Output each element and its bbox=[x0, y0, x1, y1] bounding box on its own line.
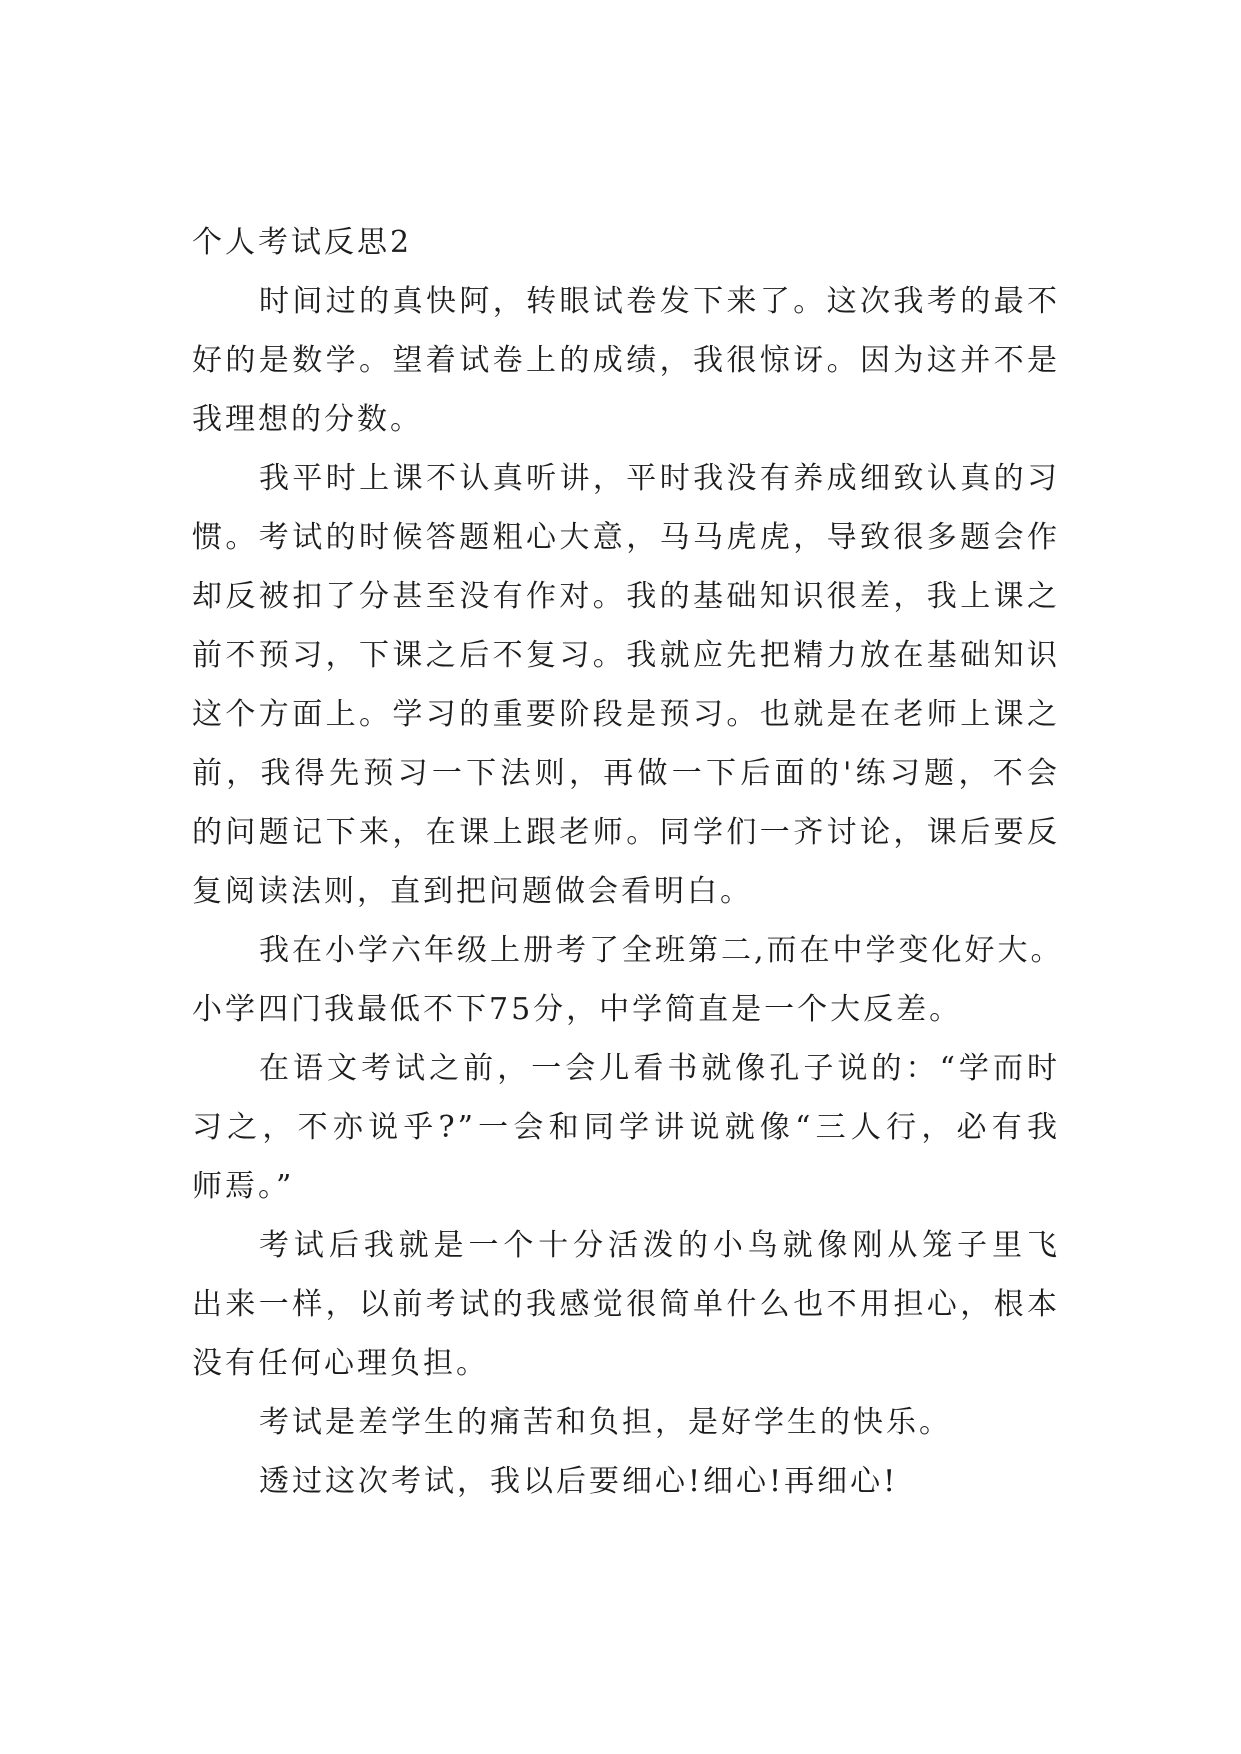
paragraph-line: 这个方面上。学习的重要阶段是预习。也就是在老师上课之 bbox=[192, 697, 1060, 732]
paragraph bbox=[192, 1452, 1060, 1511]
paragraph-line: 前不预习，下课之后不复习。我就应先把精力放在基础知识 bbox=[192, 638, 1060, 673]
paragraph-line: 惯。考试的时候答题粗心大意，马马虎虎，导致很多题会作 bbox=[192, 520, 1060, 555]
paragraph-line: 考试后我就是一个十分活泼的小鸟就像刚从笼子里飞 bbox=[259, 1228, 1060, 1263]
paragraph-line: 考试是差学生的痛苦和负担，是好学生的快乐。 bbox=[259, 1405, 952, 1440]
paragraph-line: 没有任何心理负担。 bbox=[192, 1346, 489, 1381]
paragraph-line: 师焉。” bbox=[192, 1169, 295, 1204]
paragraph bbox=[192, 1216, 1060, 1393]
paragraph bbox=[192, 449, 1060, 921]
paragraph bbox=[192, 921, 1064, 1039]
paragraph-line: 我平时上课不认真听讲，平时我没有养成细致认真的习 bbox=[259, 461, 1060, 496]
document-body bbox=[192, 213, 1064, 1511]
paragraph-line: 我在小学六年级上册考了全班第二,而在中学变化好大。 bbox=[259, 933, 1064, 968]
paragraph-line: 的问题记下来，在课上跟老师。同学们一齐讨论，课后要反 bbox=[192, 815, 1060, 850]
paragraph-line: 习之，不亦说乎?”一会和同学讲说就像“三人行，必有我 bbox=[192, 1110, 1060, 1145]
paragraph bbox=[192, 1039, 1060, 1216]
paragraph-line: 小学四门我最低不下75分，中学简直是一个大反差。 bbox=[192, 992, 963, 1027]
paragraph-line: 时间过的真快阿，转眼试卷发下来了。这次我考的最不 bbox=[259, 284, 1060, 319]
paragraph bbox=[192, 1393, 1060, 1452]
paragraph-line: 出来一样，以前考试的我感觉很简单什么也不用担心，根本 bbox=[192, 1287, 1060, 1322]
paragraph-line: 却反被扣了分甚至没有作对。我的基础知识很差，我上课之 bbox=[192, 579, 1060, 614]
paragraph-line: 复阅读法则，直到把问题做会看明白。 bbox=[192, 874, 753, 909]
paragraph-line: 在语文考试之前，一会儿看书就像孔子说的：“学而时 bbox=[259, 1051, 1060, 1086]
paragraph bbox=[192, 272, 1060, 449]
paragraph-line: 透过这次考试，我以后要细心!细心!再细心! bbox=[259, 1464, 899, 1499]
document-title: 个人考试反思2 bbox=[192, 225, 413, 260]
paragraph-line: 好的是数学。望着试卷上的成绩，我很惊讶。因为这并不是 bbox=[192, 343, 1060, 378]
paragraph-line: 前，我得先预习一下法则，再做一下后面的'练习题，不会 bbox=[192, 756, 1060, 791]
paragraph-line: 我理想的分数。 bbox=[192, 402, 423, 437]
